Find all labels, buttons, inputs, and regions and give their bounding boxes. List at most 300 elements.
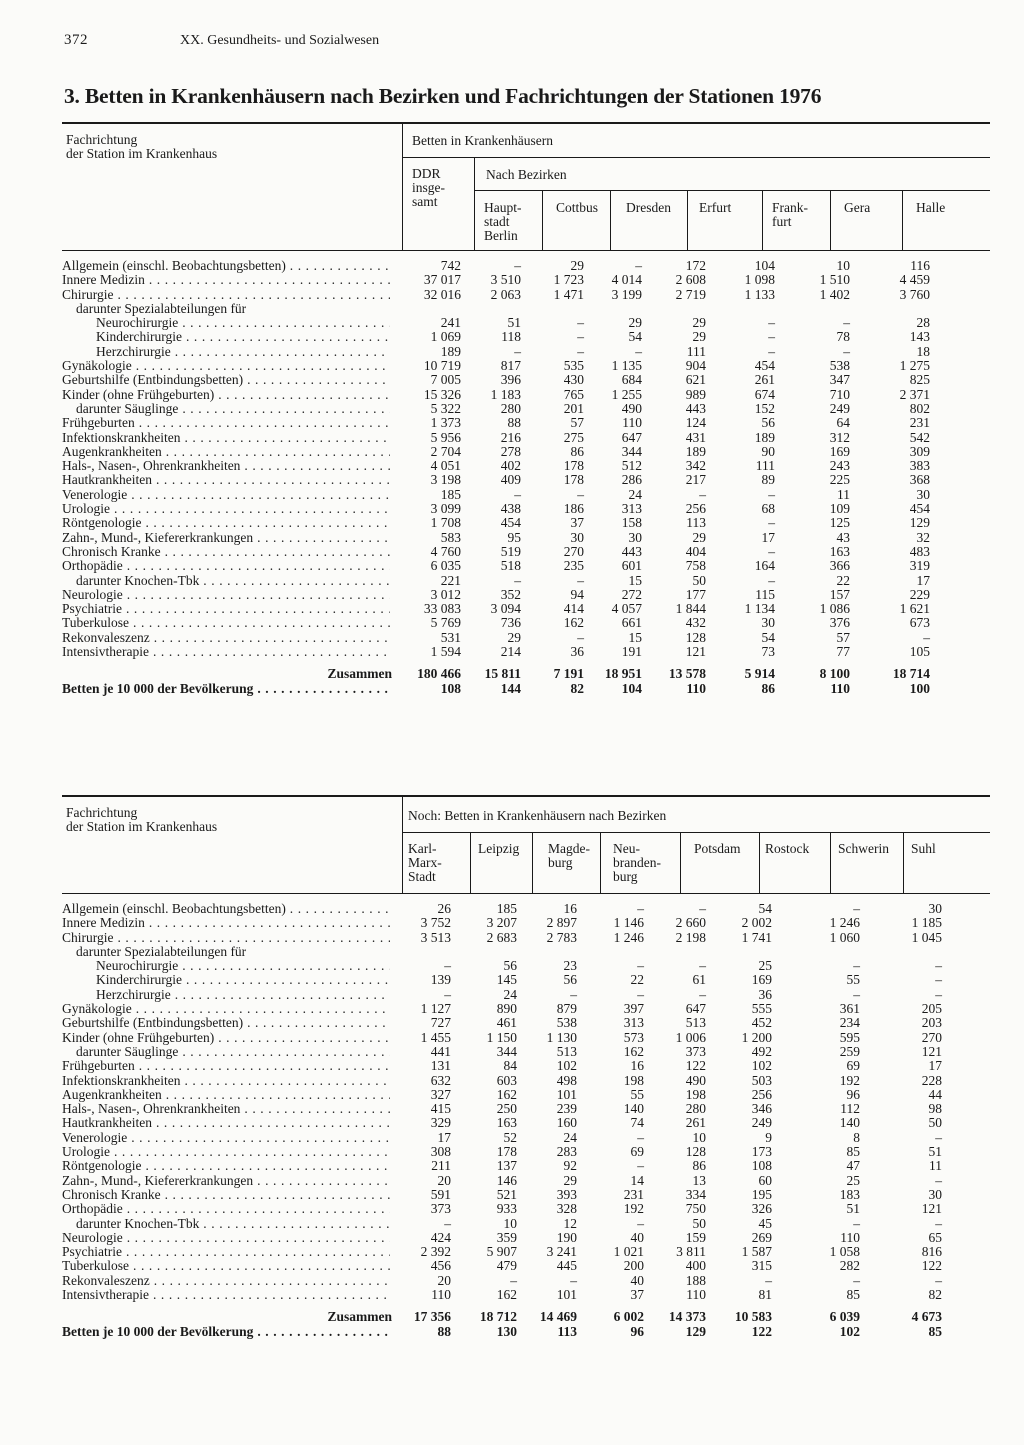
header-line: DDR: [412, 166, 441, 181]
table-cell: 249: [751, 1115, 772, 1131]
row-label: darunter Säuglinge . . .: [76, 402, 390, 416]
column-header: [626, 201, 671, 215]
table-cell: 344: [621, 443, 642, 459]
row-label: Hautkrankheiten . . .: [62, 473, 390, 487]
table-cell: 256: [685, 501, 706, 517]
table-cell: 10: [503, 1215, 517, 1231]
row-label: Infektionskrankheiten . . .: [62, 431, 390, 445]
table-cell: 122: [921, 1258, 942, 1274]
row-label: darunter Knochen-Tbk . . .: [76, 1217, 390, 1231]
row-label: Kinderchirurgie . . .: [96, 330, 390, 344]
table-row: [62, 931, 990, 945]
table-row: [62, 531, 990, 545]
stub-divider: [402, 797, 403, 893]
table-cell: 44: [928, 1086, 942, 1102]
header-line: Haupt-: [484, 200, 522, 215]
table-cell: 4 051: [430, 458, 461, 474]
table-cell: 162: [623, 1043, 644, 1059]
row-label: Herzchirurgie . . .: [96, 988, 390, 1002]
body-top-gap: [62, 894, 990, 902]
table-cell: 178: [563, 458, 584, 474]
table-cell: 17: [916, 572, 930, 588]
table-cell: 750: [685, 1201, 706, 1217]
table-row: [62, 631, 990, 645]
table-cell: 190: [556, 1229, 577, 1245]
row-label: Innere Medizin . . .: [62, 273, 390, 287]
table-cell: 2 392: [420, 1244, 451, 1260]
row-label: Allgemein (einschl. Beobachtungsbetten) . . .: [62, 259, 390, 273]
table-cell: 43: [836, 529, 850, 545]
row-label: Chronisch Kranke . . .: [62, 545, 390, 559]
stub-header-line: der Station im Krankenhaus: [66, 146, 218, 161]
table-row: [62, 345, 990, 359]
table-cell: 312: [829, 429, 850, 445]
table-cell: 5 956: [430, 429, 461, 445]
table-cell: 110: [622, 415, 642, 431]
table-cell: –: [444, 986, 451, 1002]
table-cell: 1 021: [613, 1244, 644, 1260]
table-cell: 94: [570, 586, 584, 602]
table-cell: 359: [496, 1229, 517, 1245]
table-cell: 85: [928, 1323, 942, 1339]
total-divider: [474, 157, 475, 250]
table-cell: 498: [556, 1072, 577, 1088]
table-cell: 647: [621, 429, 642, 445]
table-cell: 259: [839, 1043, 860, 1059]
table-row: [62, 1245, 990, 1259]
table-cell: –: [637, 1215, 644, 1231]
row-label: Urologie . . .: [62, 1145, 390, 1159]
per-population-row: [62, 1325, 990, 1339]
table-cell: 2 198: [675, 929, 706, 945]
table-cell: 1 069: [430, 329, 461, 345]
table-cell: 29: [692, 329, 706, 345]
table-row: [62, 1016, 990, 1030]
table-cell: 32: [916, 529, 930, 545]
table-cell: 243: [829, 458, 850, 474]
table-cell: 5 914: [744, 666, 775, 682]
table-cell: 352: [500, 586, 521, 602]
table-cell: 445: [556, 1258, 577, 1274]
table-row: [62, 1288, 990, 1302]
table-cell: 430: [563, 372, 584, 388]
table-cell: 3 760: [899, 286, 930, 302]
row-label: Innere Medizin . . .: [62, 916, 390, 930]
table-cell: 121: [685, 644, 706, 660]
table-cell: 74: [630, 1115, 644, 1131]
table-cell: 180 466: [417, 666, 461, 682]
page-header: [64, 32, 380, 49]
row-label: Frühgeburten . . .: [62, 1059, 390, 1073]
table-cell: 241: [440, 315, 461, 331]
table-cell: –: [768, 329, 775, 345]
table-cell: 146: [496, 1172, 517, 1188]
table-cell: 758: [685, 558, 706, 574]
table-cell: 110: [840, 1229, 860, 1245]
table-cell: 228: [921, 1072, 942, 1088]
row-label: Orthopädie . . .: [62, 559, 390, 573]
sub-header: Nach Bezirken: [486, 167, 567, 182]
table-cell: 1 402: [819, 286, 850, 302]
table-cell: 1 045: [911, 929, 942, 945]
row-label: darunter Säuglinge . . .: [76, 1045, 390, 1059]
table-cell: 88: [507, 415, 521, 431]
table-cell: 443: [621, 543, 642, 559]
table-cell: 37: [630, 1287, 644, 1303]
table-row: [62, 574, 990, 588]
table-cell: 54: [628, 329, 642, 345]
table-row: [62, 416, 990, 430]
column-divider: [902, 190, 903, 250]
table-cell: 104: [621, 680, 642, 696]
table-cell: 1 134: [744, 601, 775, 617]
table-cell: 513: [685, 1015, 706, 1031]
row-label: Intensivtherapie . . .: [62, 1288, 390, 1302]
table-cell: 2 704: [430, 443, 461, 459]
table-cell: 104: [754, 258, 775, 273]
table-cell: 26: [437, 901, 451, 916]
table-cell: 6 039: [829, 1309, 860, 1325]
column-header: [844, 201, 870, 215]
column-header: [478, 842, 519, 856]
header-line: Rostock: [765, 841, 810, 856]
table-cell: 383: [909, 458, 930, 474]
table-cell: 6 035: [430, 558, 461, 574]
table-cell: 2 783: [546, 929, 577, 945]
table-cell: 327: [430, 1086, 451, 1102]
table-cell: 1 255: [611, 386, 642, 402]
row-label: Frühgeburten . . .: [62, 416, 390, 430]
table-cell: 1 130: [546, 1029, 577, 1045]
table-cell: 29: [507, 629, 521, 645]
table-cell: 4 014: [611, 272, 642, 288]
table-cell: 535: [563, 358, 584, 374]
table-row: [62, 1202, 990, 1216]
table-cell: 1 135: [611, 358, 642, 374]
table-cell: 3 510: [490, 272, 521, 288]
table-cell: 4 057: [611, 601, 642, 617]
row-label: Venerologie . . .: [62, 1131, 390, 1145]
table-cell: 256: [751, 1086, 772, 1102]
table-cell: 1 246: [829, 915, 860, 931]
table-cell: 1 594: [430, 644, 461, 660]
header-line: Neu-: [613, 841, 640, 856]
table-cell: 519: [500, 543, 521, 559]
table-cell: 188: [685, 1272, 706, 1288]
table-cell: 65: [928, 1229, 942, 1245]
total-row: [62, 667, 990, 681]
table-cell: 249: [829, 400, 850, 416]
table-cell: 282: [839, 1258, 860, 1274]
table-cell: 1 200: [741, 1029, 772, 1045]
column-header: [548, 842, 590, 870]
table-cell: –: [637, 901, 644, 916]
row-label: Neurologie . . .: [62, 1231, 390, 1245]
table-cell: 313: [623, 1015, 644, 1031]
table-cell: 250: [496, 1101, 517, 1117]
table-row: [62, 1045, 990, 1059]
table-cell: 742: [440, 258, 461, 273]
table-cell: 2 002: [741, 915, 772, 931]
table-cell: 334: [685, 1186, 706, 1202]
table-cell: 286: [621, 472, 642, 488]
table-cell: 54: [758, 901, 772, 916]
table-cell: 1 510: [819, 272, 850, 288]
table-cell: 1 741: [741, 929, 772, 945]
table-cell: 214: [500, 644, 521, 660]
table-cell: –: [843, 315, 850, 331]
table-cell: 3 752: [420, 915, 451, 931]
table-cell: 36: [758, 986, 772, 1002]
table-cell: –: [768, 572, 775, 588]
table-cell: 825: [909, 372, 930, 388]
table-cell: –: [577, 329, 584, 345]
table-cell: 131: [430, 1058, 451, 1074]
table-row: [62, 1259, 990, 1273]
table-cell: 2 719: [675, 286, 706, 302]
table-cell: 4 760: [430, 543, 461, 559]
table-cell: 1 185: [911, 915, 942, 931]
row-label: Kinderchirurgie . . .: [96, 973, 390, 987]
column-header: [911, 842, 936, 856]
group-header: Noch: Betten in Krankenhäusern nach Bezirken: [408, 808, 667, 823]
row-label: Zahn-, Mund-, Kiefererkrankungen . . .: [62, 531, 390, 545]
table-cell: 1 127: [420, 1001, 451, 1017]
table-row: [62, 359, 990, 373]
header-line: Potsdam: [694, 841, 741, 856]
table-cell: 5 907: [486, 1244, 517, 1260]
table-cell: –: [577, 315, 584, 331]
column-divider: [687, 190, 688, 250]
table-cell: 185: [440, 486, 461, 502]
table-row: [62, 459, 990, 473]
table-cell: 191: [621, 644, 642, 660]
header-line: furt: [772, 214, 792, 229]
table-cell: 14 469: [539, 1309, 577, 1325]
table-cell: 603: [496, 1072, 517, 1088]
table-row: [62, 1102, 990, 1116]
table-cell: –: [514, 486, 521, 502]
row-label: Allgemein (einschl. Beobachtungsbetten) . . .: [62, 902, 390, 916]
table-2-header: [62, 795, 990, 894]
table-cell: 113: [557, 1323, 577, 1339]
table-cell: 160: [556, 1115, 577, 1131]
table-cell: 280: [685, 1101, 706, 1117]
table-cell: 400: [685, 1258, 706, 1274]
table-row: [62, 373, 990, 387]
table-cell: 10 719: [423, 358, 461, 374]
table-cell: 454: [754, 358, 775, 374]
table-cell: 5 322: [430, 400, 461, 416]
table-cell: 346: [751, 1101, 772, 1117]
table-cell: 673: [909, 615, 930, 631]
table-cell: 140: [839, 1115, 860, 1131]
table-row: [62, 545, 990, 559]
table-cell: 56: [563, 972, 577, 988]
table-cell: 14 373: [668, 1309, 706, 1325]
table-cell: 11: [837, 486, 850, 502]
table-cell: 328: [556, 1201, 577, 1217]
table-cell: 92: [563, 1158, 577, 1174]
table-cell: 456: [430, 1258, 451, 1274]
total-column-header: [412, 167, 445, 209]
table-cell: 518: [500, 558, 521, 574]
table-cell: –: [577, 572, 584, 588]
column-divider: [680, 832, 681, 893]
table-cell: 69: [630, 1144, 644, 1160]
table-cell: 122: [685, 1058, 706, 1074]
row-label: Augenkrankheiten . . .: [62, 445, 390, 459]
table-cell: –: [514, 572, 521, 588]
table-cell: 438: [500, 501, 521, 517]
table-row: [62, 302, 990, 316]
table-cell: 5 769: [430, 615, 461, 631]
table-cell: 102: [839, 1323, 860, 1339]
table-cell: 13 578: [668, 666, 706, 682]
table-row: [62, 1074, 990, 1088]
table-cell: 108: [751, 1158, 772, 1174]
row-label: Intensivtherapie . . .: [62, 645, 390, 659]
table-cell: 143: [909, 329, 930, 345]
row-label: Tuberkulose . . .: [62, 1259, 390, 1273]
table-cell: 32 016: [423, 286, 461, 302]
table-2-body: [62, 894, 990, 1339]
table-cell: 139: [430, 972, 451, 988]
column-header: [694, 842, 741, 856]
column-divider: [903, 832, 904, 893]
table-cell: 30: [628, 529, 642, 545]
table-cell: 82: [928, 1287, 942, 1303]
table-cell: 2 063: [490, 286, 521, 302]
table-row: [62, 959, 990, 973]
table-row: [62, 1088, 990, 1102]
table-cell: 415: [430, 1101, 451, 1117]
table-row: [62, 1131, 990, 1145]
table-cell: 10 583: [734, 1309, 772, 1325]
table-cell: 1 086: [819, 601, 850, 617]
table-cell: 86: [692, 1158, 706, 1174]
table-cell: –: [637, 986, 644, 1002]
table-cell: 73: [761, 644, 775, 660]
table-cell: 542: [909, 429, 930, 445]
table-cell: 17: [928, 1058, 942, 1074]
table-row: [62, 1188, 990, 1202]
row-label: Venerologie . . .: [62, 488, 390, 502]
table-cell: 503: [751, 1072, 772, 1088]
table-row: [62, 473, 990, 487]
table-cell: 157: [829, 586, 850, 602]
table-cell: 397: [623, 1001, 644, 1017]
table-cell: 319: [909, 558, 930, 574]
table-cell: 2 371: [899, 386, 930, 402]
table-cell: 492: [751, 1043, 772, 1059]
table-cell: 55: [846, 972, 860, 988]
header-line: Stadt: [408, 869, 436, 884]
row-label: Geburtshilfe (Entbindungsbetten) . . .: [62, 373, 390, 387]
table-cell: –: [570, 986, 577, 1002]
header-line: branden-: [613, 855, 661, 870]
table-cell: 4 673: [911, 1309, 942, 1325]
table-cell: 989: [685, 386, 706, 402]
table-cell: –: [923, 629, 930, 645]
table-cell: 361: [839, 1001, 860, 1017]
table-row: [62, 502, 990, 516]
column-divider: [759, 832, 760, 893]
table-cell: 178: [496, 1144, 517, 1160]
table-cell: 96: [846, 1086, 860, 1102]
table-cell: 57: [836, 629, 850, 645]
table-cell: 51: [928, 1144, 942, 1160]
table-cell: 37 017: [423, 272, 461, 288]
table-cell: 189: [440, 343, 461, 359]
column-divider: [762, 190, 763, 250]
table-cell: 129: [909, 515, 930, 531]
table-row: [62, 288, 990, 302]
table-cell: 201: [563, 400, 584, 416]
row-label: Gynäkologie . . .: [62, 1002, 390, 1016]
table-cell: 1 455: [420, 1029, 451, 1045]
table-cell: 115: [755, 586, 775, 602]
table-cell: 88: [437, 1323, 451, 1339]
table-cell: 3 012: [430, 586, 461, 602]
header-line: Erfurt: [699, 200, 732, 215]
row-label: Neurologie . . .: [62, 588, 390, 602]
table-cell: 1 133: [744, 286, 775, 302]
table-cell: 710: [829, 386, 850, 402]
column-header: [916, 201, 945, 215]
header-line: stadt: [484, 214, 510, 229]
table-cell: 409: [500, 472, 521, 488]
table-cell: 621: [685, 372, 706, 388]
table-cell: 3 241: [546, 1244, 577, 1260]
table-cell: 205: [921, 1001, 942, 1017]
table-cell: 765: [563, 386, 584, 402]
table-cell: 674: [754, 386, 775, 402]
table-cell: 1 723: [553, 272, 584, 288]
table-cell: 185: [496, 901, 517, 916]
table-cell: 344: [496, 1043, 517, 1059]
table-cell: 40: [630, 1272, 644, 1288]
table-cell: 140: [623, 1101, 644, 1117]
table-cell: 122: [751, 1323, 772, 1339]
table-cell: –: [768, 315, 775, 331]
table-cell: 10: [836, 258, 850, 273]
table-cell: 51: [846, 1201, 860, 1217]
table-row: [62, 1116, 990, 1130]
table-cell: 105: [909, 644, 930, 660]
table-row: [62, 945, 990, 959]
table-cell: –: [577, 629, 584, 645]
table-cell: 15: [628, 629, 642, 645]
table-cell: 538: [829, 358, 850, 374]
table-cell: 128: [685, 629, 706, 645]
table-cell: 890: [496, 1001, 517, 1017]
table-cell: 111: [686, 343, 706, 359]
table-row: [62, 1159, 990, 1173]
table-cell: 164: [754, 558, 775, 574]
table-cell: 231: [909, 415, 930, 431]
table-cell: 8: [853, 1129, 860, 1145]
column-header: [556, 201, 598, 215]
table-cell: 86: [570, 443, 584, 459]
table-cell: 22: [836, 572, 850, 588]
table-cell: 368: [909, 472, 930, 488]
table-cell: 162: [496, 1287, 517, 1303]
table-cell: 727: [430, 1015, 451, 1031]
table-cell: 3 099: [430, 501, 461, 517]
table-cell: 30: [928, 1186, 942, 1202]
header-line: Halle: [916, 200, 946, 215]
